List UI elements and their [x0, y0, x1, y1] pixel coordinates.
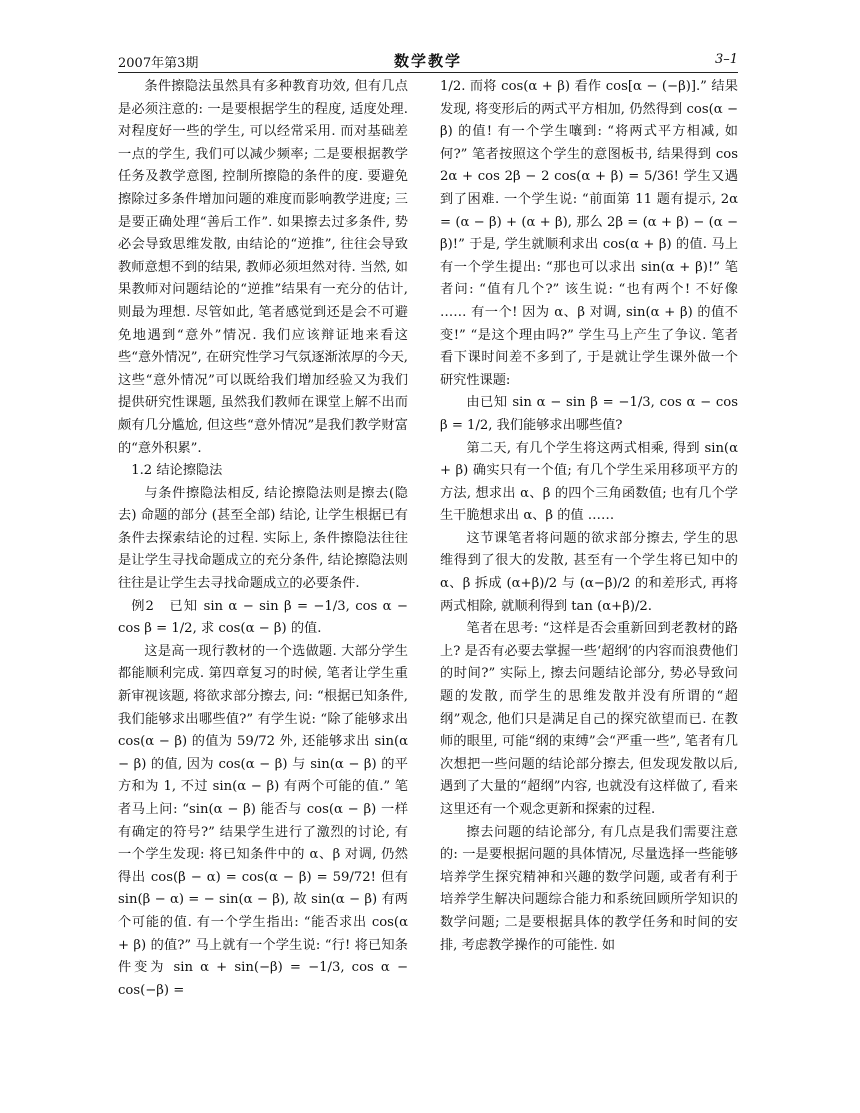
page-number: 3–1: [714, 52, 738, 67]
paragraph: 与条件擦隐法相反, 结论擦隐法则是擦去(隐去) 命题的部分 (甚至全部) 结论, 让学生根据已有条件去探索结论的过程. 实际上, 条件擦隐法往往是让学生寻找命题成立的充分条件, 结论擦隐法则往往是让学生去寻找命题成立的必要条件.: [118, 485, 408, 592]
paragraph: 1/2. 而将 cos(α + β) 看作 cos[α − (−β)].” 结果发现, 将变形后的两式平方相加, 仍然得到 cos(α − β) 的值! 有一个学生嚷到: “将两式平方相减, 如何?” 笔者按照这个学生的意图板书, 结果得到 cos 2α + cos 2β − 2 cos(α + β) = 5/36! 学生又遇到了困难. 一个学生说: “前面第 11 题有提示, 2α = (α − β) + (α + β), 那么 2β = (α + β) − (α − β)!” 于是, 学生就顺利求出 cos(α + β) 的值. 马上有一个学生提出: “那也可以求出 sin(α + β)!” 笔者问: “值有几个?” 该生说: “也有两个! 不好像 …… 有一个! 因为 α、β 对调, sin(α + β) 的值不变!” “是这个理由吗?” 学生马上产生了争议. 笔者看下课时间差不多到了, 于是就让学生课外做一个研究性课题:: [440, 79, 738, 388]
page-header: [118, 50, 738, 73]
paragraph: 这节课笔者将问题的欲求部分擦去, 学生的思维得到了很大的发散, 甚至有一个学生将已知中的 α、β 拆成 (α+β)/2 与 (α−β)/2 的和差形式, 再将两式相除, 就顺利得到 tan (α+β)/2.: [440, 530, 738, 614]
example-statement: 例2 已知 sin α − sin β = −1/3, cos α − cos β = 1/2, 求 cos(α − β) 的值.: [118, 598, 408, 637]
paragraph: 第二天, 有几个学生将这两式相乘, 得到 sin(α + β) 确实只有一个值; 有几个学生采用移项平方的方法, 想求出 α、β 的四个三角函数值; 也有几个学生干脆想求出 α、β 的值 ……: [440, 440, 738, 524]
issue-label: 2007年第3期: [118, 56, 199, 71]
journal-title: 数学教学: [393, 52, 462, 70]
paragraph: 条件擦隐法虽然具有多种教育功效, 但有几点是必须注意的: 一是要根据学生的程度, 适度处理. 对程度好一些的学生, 可以经常采用. 而对基础差一点的学生, 我们可以减少频率; 二是要根据教学任务及教学意图, 控制所擦隐的条件的度. 要避免擦除过多条件增加问题的难度而影响教学进度; 三是要正确处理“善后工作”. 如果擦去过多条件, 势必会导致思维发散, 由结论的“逆推”, 往往会导致教师意想不到的结果, 教师必须坦然对待. 当然, 如果教师对问题结论的“逆推”结果有一充分的估计,则最为理想. 尽管如此, 笔者感觉到还是会不可避免地遇到“意外”情况. 我们应该辩证地来看这些“意外情况”, 在研究性学习气氛逐渐浓厚的今天, 这些“意外情况”可以既给我们增加经验又为我们提供研究性课题, 虽然我们教师在课堂上解不出而颇有几分尴尬, 但这些“意外情况”是我们教学财富的“意外积累”.: [118, 79, 408, 456]
paragraph: 擦去问题的结论部分, 有几点是我们需要注意的: 一是要根据问题的具体情况, 尽量选择一些能够培养学生探究精神和兴趣的数学问题, 或者有利于培养学生解决问题综合能力和系统回顾所学知识的数学问题; 二是要根据具体的教学任务和时间的安排, 考虑教学操作的可能性. 如: [440, 824, 738, 953]
paragraph: 笔者在思考: “这样是否会重新回到老教材的路上? 是否有必要去掌握一些‘超纲’的内容而浪费他们的时间?” 实际上, 擦去问题结论部分, 势必导致问题的发散, 而学生的思维发散并没有所谓的“超纲”观念, 他们只是满足自己的探究欲望而已. 在教师的眼里, 可能“纲的束缚”会“严重一些”, 笔者有几次想把一些问题的结论部分擦去, 但发现发散以后,遇到了大量的“超纲”内容, 也就没有这样做了, 看来这里还有一个观念更新和探索的过程.: [440, 621, 738, 817]
research-task: 由已知 sin α − sin β = −1/3, cos α − cos β = 1/2, 我们能够求出哪些值?: [440, 395, 738, 433]
paragraph: 这是高一现行教材的一个选做题. 大部分学生都能顺利完成. 第四章复习的时候, 笔者让学生重新审视该题, 将欲求部分擦去, 问: “根据已知条件, 我们能够求出哪些值?” 有学生说: “除了能够求出 cos(α − β) 的值为 59/72 外, 还能够求出 sin(α − β) 的值, 因为 cos(α − β) 与 sin(α − β) 的平方和为 1, 不过 sin(α − β) 有两个可能的值.” 笔者马上问: “sin(α − β) 能否与 cos(α − β) 一样有确定的符号?” 结果学生进行了激烈的讨论, 有一个学生发现: 将已知条件中的 α、β 对调, 仍然得出 cos(β − α) = cos(α − β) = 59/72! 但有 sin(β − α) = − sin(α − β), 故 sin(α − β) 有两个可能的值. 有一个学生指出: “能否求出 cos(α + β) 的值?” 马上就有一个学生说: “行! 将已知条件变为 sin α + sin(−β) = −1/3, cos α − cos(−β) =: [118, 643, 408, 998]
left-column: [118, 76, 408, 1002]
right-column: [440, 76, 738, 957]
section-heading: 1.2 结论擦隐法: [131, 463, 223, 479]
